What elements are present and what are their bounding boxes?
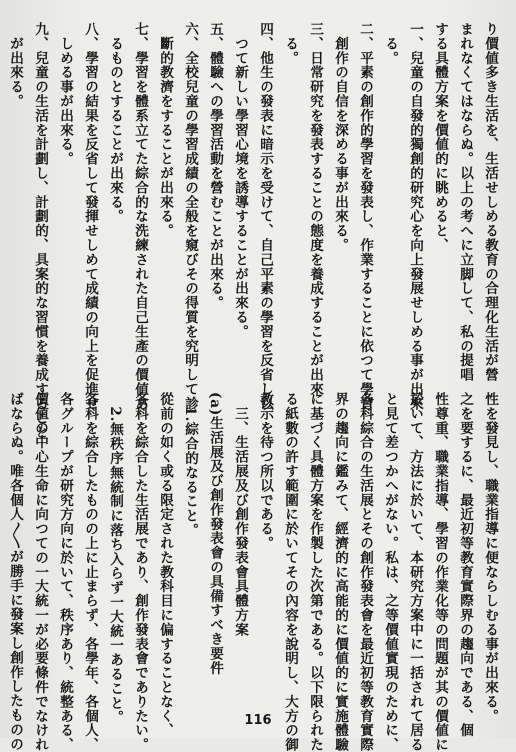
text-line: 八、學習の結果を反省して發揮せしめて成績の向上を促進せ — [82, 22, 98, 411]
text-line: 各科を綜合した生活展であり、創作發表會でありたい。 — [132, 392, 148, 752]
text-line: つて新しい學習心境を誘導することが出來る。 — [232, 22, 248, 339]
text-line: 創作の自信を深める事が出來る。 — [332, 22, 348, 253]
text-line: 各科綜合の生活展とその創作發表會を最近初等教育實際 — [357, 392, 373, 752]
page-number: 116 — [244, 713, 272, 728]
text-line: り價値多き生活を、生活せしめる教育の合理化生活が營 — [482, 22, 498, 382]
text-line: 性尊重、職業指導、學習の作業化等の問題が其の價値に — [432, 392, 448, 752]
text-line: 價値の中心生命に向つての一大統一が必要條件でなけれ — [32, 392, 48, 752]
text-line: に基づく具體方案を作製した次第である。以下限られた — [307, 392, 323, 752]
text-line: が出來る。 — [7, 22, 23, 109]
text-line: る紙數の許す範圍に於いてその內容を說明し、大方の御 — [282, 392, 298, 752]
text-line: 之を要するに、最近初等教育實際界の趨向である、個 — [457, 392, 473, 738]
text-line: 三、日常研究を發表することの態度を養成することが出來 — [307, 22, 323, 397]
text-line: (a)生活展及び創作發表會の具備すべき要件 — [207, 392, 223, 676]
text-line: まれなくてはならぬ。以上の考へに立脚して、私の提唱 — [457, 22, 473, 382]
text-line: 四、他生の發表に暗示を受けて、自己平素の學習を反省し以 — [257, 22, 273, 411]
text-line: と見て差つかへがない。私は、之等價値實現のために、 — [382, 392, 398, 752]
text-line: 於いて、方法に於いて、本研究方案中に一括されて居る — [407, 392, 423, 752]
text-line: しめる事が出來る。 — [57, 22, 73, 166]
text-line — [0, 22, 2, 358]
text-line: する具體方案を價値的に眺めると、 — [432, 22, 448, 253]
text-line: 各科を綜合したものの上に止まらず、各學年、各個人、 — [82, 392, 98, 752]
text-line: 界の趨向に鑑みて、經濟的に高能的に價値的に實施體驗 — [332, 392, 348, 752]
text-line: 從前の如く或る限定された教科目に偏することなく、 — [157, 392, 173, 738]
text-line: 2.無秩序無統制に落ち入らず一大統一あること。 — [107, 392, 123, 725]
text-line: る。 — [282, 22, 298, 66]
upper-text-block — [7, 22, 502, 440]
text-line: 教示を待つ所以である。 — [257, 392, 273, 551]
text-line: 九、兒童の生活を計劃し、計劃的、具案的な習慣を養成すること — [32, 22, 48, 440]
text-line: る。 — [382, 22, 398, 66]
text-line: 七、學習を體系立てた綜合的な洗練された自己生產の價値あ — [132, 22, 148, 411]
text-line: 三、生活展及び創作發表會具體方案 — [232, 392, 248, 637]
text-line: 各グループが研究方向に於いて、秩序あり、統整ある、 — [57, 392, 73, 752]
text-line: 斷的教濟をすることが出來る。 — [157, 22, 173, 238]
text-line: ばならぬ。唯各個人〳〵が勝手に發案し創作したものの — [7, 392, 23, 752]
text-line: 1.綜合的なること。 — [182, 392, 198, 538]
text-line: 性を發見し、職業指導に便ならしむる事が出來る。 — [482, 392, 498, 724]
text-line: 六、全校兒童の學習成績の全般を窺びその得質を究明して診 — [182, 22, 198, 411]
text-line: るものとすることが出來る。 — [107, 22, 123, 224]
text-line: 一、兒童の自發的獨創的研究心を向上發展せしめる事が出來 — [407, 22, 423, 411]
text-line: 二、平素の創作的學習を發表し、作業することに依つて學習 — [357, 22, 373, 411]
text-line: 五、體驗への學習活動を營むことが出來る。 — [207, 22, 223, 310]
